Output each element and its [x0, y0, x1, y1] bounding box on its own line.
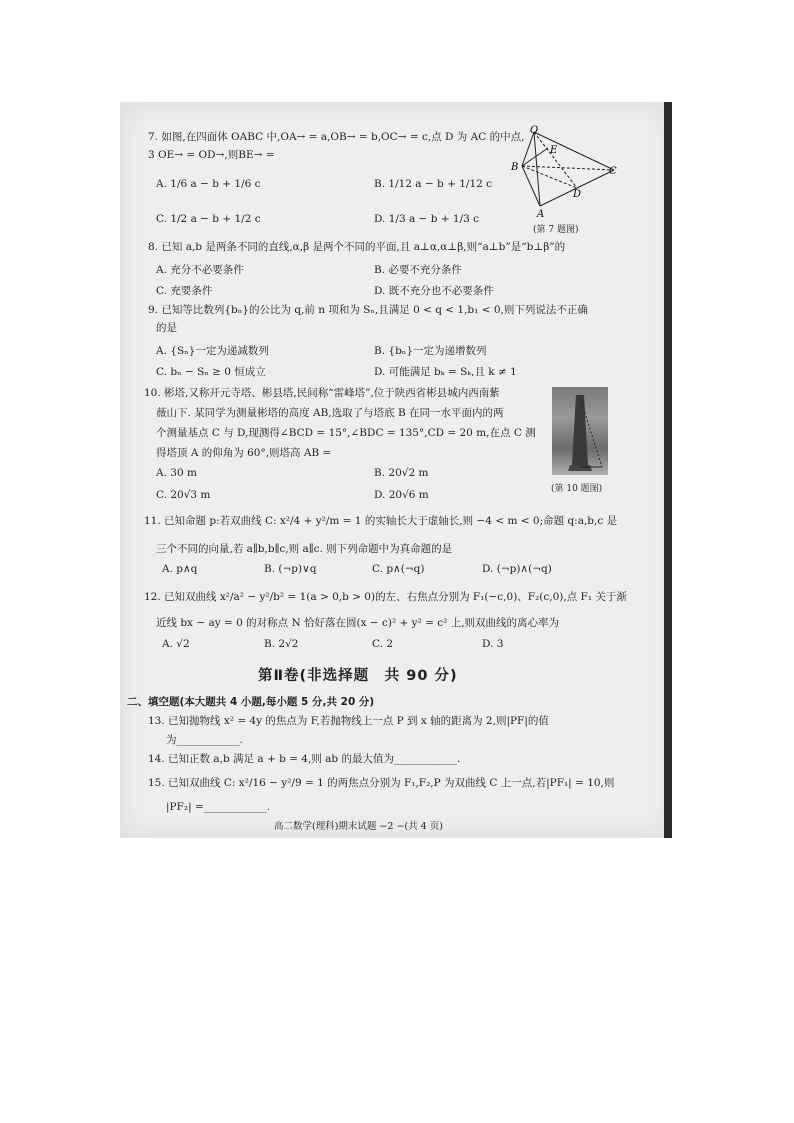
- q10-stem-line1: 10. 彬塔,又称开元寺塔、彬县塔,民间称“雷峰塔”,位于陕西省彬县城内西南紫: [144, 387, 500, 399]
- page-dark-edge: [664, 102, 672, 838]
- q7-option-c: C. 1/2 a − b + 1/2 c: [156, 213, 261, 225]
- q12-option-d: D. 3: [482, 638, 504, 650]
- q10-stem-line2: 薇山下. 某同学为测量彬塔的高度 AB,选取了与塔底 B 在同一水平面内的两: [156, 407, 504, 419]
- q7-option-b: B. 1/12 a − b + 1/12 c: [374, 178, 493, 190]
- q15-stem-line2: |PF₂| =____________.: [166, 801, 271, 813]
- q11-option-c: C. p∧(¬q): [372, 563, 425, 575]
- q11-option-b: B. (¬p)∨q: [264, 563, 317, 575]
- q10-option-d: D. 20√6 m: [374, 489, 429, 501]
- q12-option-c: C. 2: [372, 638, 394, 650]
- q9-option-d: D. 可能满足 bₖ = Sₖ,且 k ≠ 1: [374, 366, 517, 378]
- q9-option-a: A. {Sₙ}一定为递减数列: [156, 345, 269, 357]
- q10-stem-line4: 得塔顶 A 的仰角为 60°,则塔高 AB =: [156, 447, 332, 459]
- q9-option-b: B. {bₙ}一定为递增数列: [374, 345, 487, 357]
- pagoda-photo: [552, 387, 608, 475]
- q12-stem-line1: 12. 已知双曲线 x²/a² − y²/b² = 1(a > 0,b > 0)的左、右焦点分别为 F₁(−c,0)、F₂(c,0),点 F₁ 关于渐: [144, 591, 627, 603]
- q8-option-c: C. 充要条件: [156, 285, 213, 297]
- q9-option-c: C. bₙ − Sₙ ≥ 0 恒成立: [156, 366, 266, 378]
- fill-in-section-header: 二、填空题(本大题共 4 小题,每小题 5 分,共 20 分): [127, 696, 375, 708]
- q13-stem-line2: 为____________.: [166, 734, 243, 746]
- q8-option-a: A. 充分不必要条件: [156, 264, 244, 276]
- q7-stem-line2: 3 OE→ = OD→,则BE→ =: [148, 149, 275, 161]
- q12-stem-line2: 近线 bx − ay = 0 的对称点 N 恰好落在圆(x − c)² + y² = c² 上,则双曲线的离心率为: [156, 617, 560, 629]
- q15-stem-line1: 15. 已知双曲线 C: x²/16 − y²/9 = 1 的两焦点分别为 F₁,F₂,P 为双曲线 C 上一点,若|PF₁| = 10,则: [148, 777, 615, 789]
- label-a: A: [537, 209, 545, 220]
- q9-stem-line1: 9. 已知等比数列{bₙ}的公比为 q,前 n 项和为 Sₙ,且满足 0 < q < 1,b₁ < 0,则下列说法不正确: [148, 304, 588, 316]
- q14-stem: 14. 已知正数 a,b 满足 a + b = 4,则 ab 的最大值为____________.: [148, 753, 461, 765]
- q11-option-d: D. (¬p)∧(¬q): [482, 563, 552, 575]
- q10-option-a: A. 30 m: [156, 467, 197, 479]
- q13-stem-line1: 13. 已知抛物线 x² = 4y 的焦点为 F,若抛物线上一点 P 到 x 轴的距离为 2,则|PF|的值: [148, 715, 549, 727]
- label-o: O: [530, 125, 539, 136]
- q10-option-c: C. 20√3 m: [156, 489, 211, 501]
- page-footer: 高二数学(理科)期末试题 −2 −(共 4 页): [274, 821, 443, 832]
- tetrahedron-figure: [502, 124, 622, 222]
- q11-stem-line2: 三个不同的向量,若 a∥b,b∥c,则 a∥c. 则下列命题中为真命题的是: [156, 543, 453, 555]
- q11-stem-line1: 11. 已知命题 p:若双曲线 C: x²/4 + y²/m = 1 的实轴长大于虚轴长,则 −4 < m < 0;命题 q:a,b,c 是: [144, 515, 618, 527]
- q7-stem-line1: 7. 如图,在四面体 OABC 中,OA→ = a,OB→ = b,OC→ = c,点 D 为 AC 的中点,: [148, 131, 525, 143]
- section-2-title: 第Ⅱ卷(非选择题 共 90 分): [258, 668, 458, 684]
- q10-option-b: B. 20√2 m: [374, 467, 429, 479]
- q10-figure-caption: (第 10 题图): [551, 484, 603, 494]
- q7-option-a: A. 1/6 a − b + 1/6 c: [156, 178, 261, 190]
- q12-option-a: A. √2: [162, 638, 190, 650]
- pagoda-silhouette: [552, 387, 608, 475]
- label-b: B: [511, 162, 519, 173]
- q7-figure-caption: (第 7 题图): [533, 225, 579, 235]
- q12-option-b: B. 2√2: [264, 638, 299, 650]
- q9-stem-line2: 的是: [156, 322, 177, 334]
- label-c: C: [609, 166, 617, 177]
- label-d: D: [573, 189, 582, 200]
- q8-stem: 8. 已知 a,b 是两条不同的直线,α,β 是两个不同的平面,且 a⊥α,α⊥β,则“a⊥b”是“b⊥β”的: [148, 241, 566, 253]
- q11-option-a: A. p∧q: [162, 563, 198, 575]
- q8-option-b: B. 必要不充分条件: [374, 264, 462, 276]
- label-e: E: [550, 145, 558, 156]
- q8-option-d: D. 既不充分也不必要条件: [374, 285, 494, 297]
- q7-option-d: D. 1/3 a − b + 1/3 c: [374, 213, 479, 225]
- q10-stem-line3: 个测量基点 C 与 D,现测得∠BCD = 15°,∠BDC = 135°,CD = 20 m,在点 C 测: [156, 427, 536, 439]
